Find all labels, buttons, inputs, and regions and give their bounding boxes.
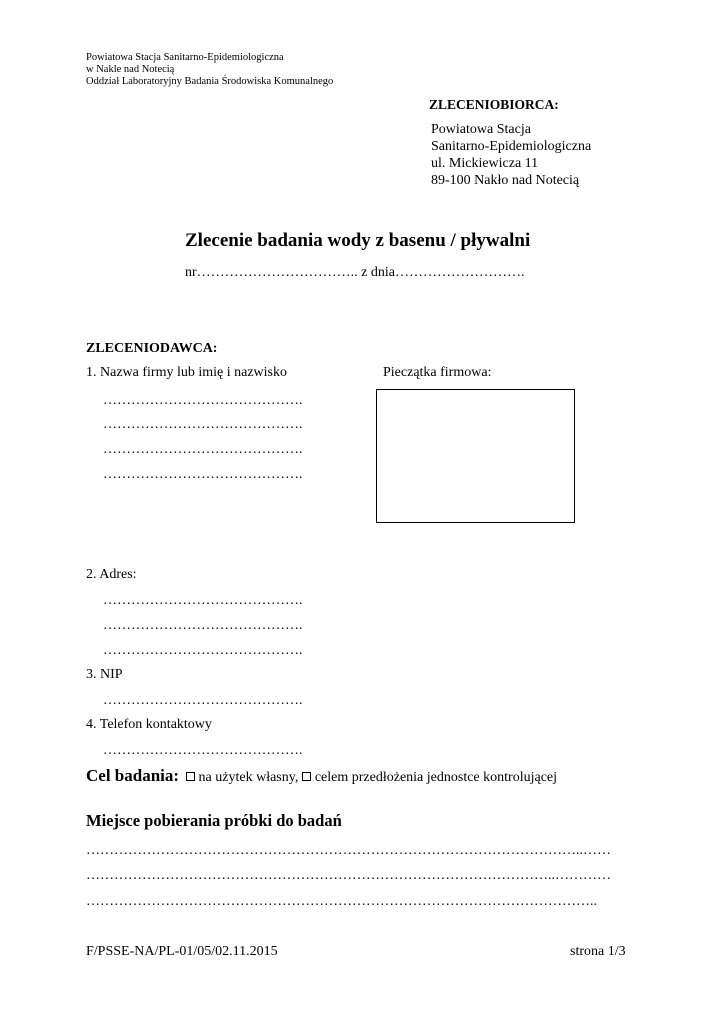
name-field-line[interactable]: …………………………………….	[103, 417, 303, 432]
name-field-line[interactable]: …………………………………….	[103, 442, 303, 457]
page-number: strona 1/3	[570, 944, 626, 959]
contractor-line-3: ul. Mickiewicza 11	[431, 156, 539, 171]
institution-name: Powiatowa Stacja Sanitarno-Epidemiologiczna	[86, 52, 284, 63]
nip-field-line[interactable]: …………………………………….	[103, 693, 303, 708]
company-stamp-box	[376, 389, 575, 523]
contractor-line-2: Sanitarno-Epidemiologiczna	[431, 139, 592, 154]
phone-label: 4. Telefon kontaktowy	[86, 717, 212, 732]
own-use-checkbox[interactable]	[186, 772, 195, 781]
sampling-heading: Miejsce pobierania próbki do badań	[86, 811, 342, 830]
address-field-line[interactable]: …………………………………….	[103, 643, 303, 658]
contractor-line-1: Powiatowa Stacja	[431, 122, 531, 137]
purpose-row	[86, 766, 557, 788]
name-label: 1. Nazwa firmy lub imię i nazwisko	[86, 365, 288, 380]
contractor-line-4: 89-100 Nakło nad Notecią	[431, 173, 580, 188]
sampling-field-line[interactable]: ………………………………………………………………………………………..…………	[86, 868, 611, 883]
phone-field-line[interactable]: …………………………………….	[103, 743, 303, 758]
sampling-field-line[interactable]: ………………………………………………………………………………………………..	[86, 894, 597, 909]
form-code: F/PSSE-NA/PL-01/05/02.11.2015	[86, 944, 278, 959]
client-heading: ZLECENIODAWCA:	[86, 341, 218, 356]
nip-label: 3. NIP	[86, 667, 123, 682]
number-date-line[interactable]: nr…………………………….. z dnia……………………….	[185, 265, 525, 280]
authority-checkbox[interactable]	[302, 772, 311, 781]
stamp-label: Pieczątka firmowa:	[383, 365, 492, 380]
document-title: Zlecenie badania wody z basenu / pływalni	[185, 230, 531, 251]
institution-department: Oddział Laboratoryjny Badania Środowiska Komunalnego	[86, 76, 334, 87]
name-field-line[interactable]: …………………………………….	[103, 467, 303, 482]
sampling-field-line[interactable]: ……………………………………………………………………………………………..……	[86, 843, 611, 858]
name-field-line[interactable]: …………………………………….	[103, 393, 303, 408]
contractor-heading: ZLECENIOBIORCA:	[429, 97, 559, 112]
own-use-option-label: na użytek własny,	[198, 770, 299, 785]
purpose-label: Cel badania:	[86, 766, 180, 785]
address-field-line[interactable]: …………………………………….	[103, 618, 303, 633]
institution-location: w Nakle nad Notecią	[86, 64, 175, 75]
address-field-line[interactable]: …………………………………….	[103, 593, 303, 608]
address-label: 2. Adres:	[86, 567, 137, 582]
authority-option-label: celem przedłożenia jednostce kontrolującej	[314, 770, 558, 785]
